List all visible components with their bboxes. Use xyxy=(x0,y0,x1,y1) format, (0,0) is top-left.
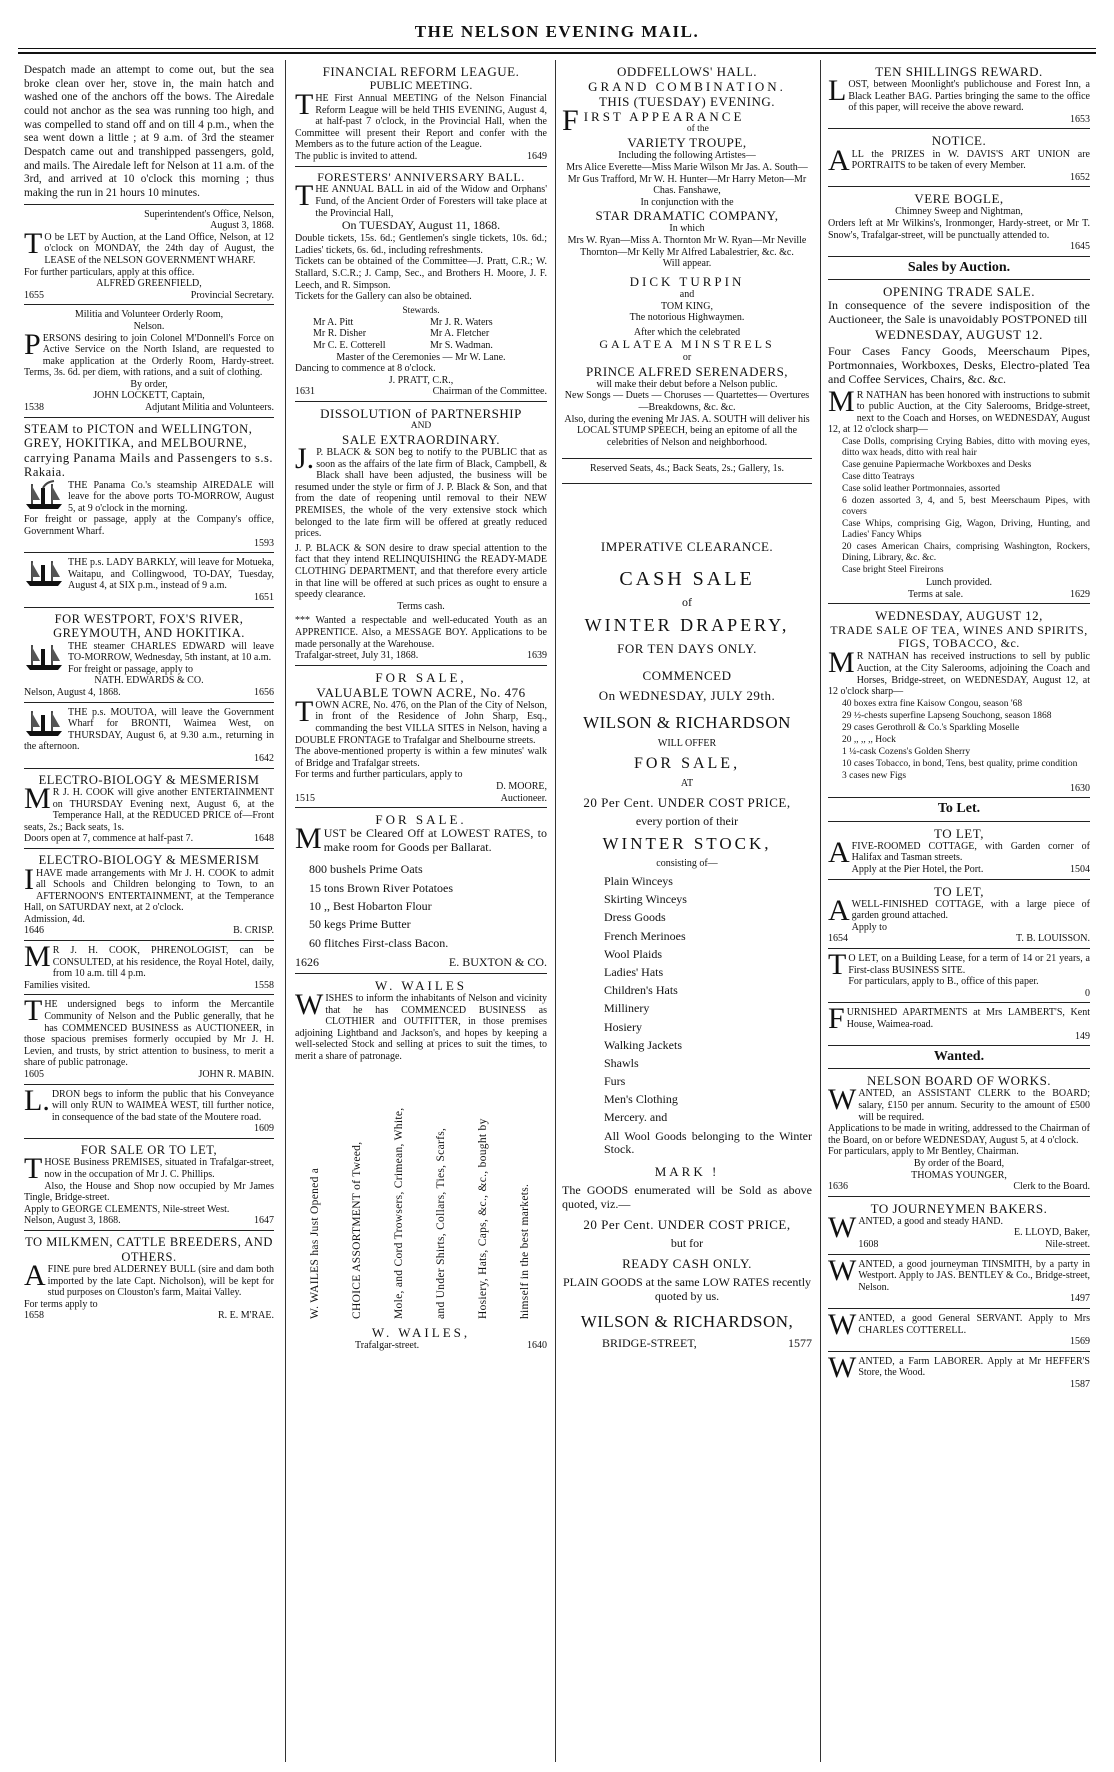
column-4 xyxy=(828,60,1090,1762)
ad-westport: FOR WESTPORT, FOX'S RIVER, GREYMOUTH, AND HOKITIKA. THE steamer CHARLES EDWARD will leave TO-MORROW, Wednesday, 5th instant, at 10 a.m. For freight or passage, apply to NATH. EDWARDS & CO. Nelson, August 4, 1868. 1656 xyxy=(24,608,274,703)
ad-opening-trade-sale: OPENING TRADE SALE. In consequence of the severe indisposition of the Auctioneer, the Sale is unavoidably POSTPONED till WEDNESDAY, AUGUST 12. Four Cases Fancy Goods, Meerschaum Pipes, Portmonnaies, Workboxes, Desks, Electro-plated Tea and Coffee Services, Chairs, &c. &c. MR NATHAN has been honored with instructions to submit to public Auction, at the City Salerooms, Bridge-street, next to the Coach and Horses, on WEDNESDAY, August 12, at 12 o'clock sharp— Case Dolls, comprising Crying Babies, ditto with moving eyes, ditto wax heads, ditto with real hair Case genuine Papiermache Workboxes and Desks Case ditto Teatrays Case solid leather Portmonnaies, assorted 6 dozen assorted 3, 4, and 5, best Meerschaum Pipes, with covers Case Whips, comprising Gig, Wagon, Driving, Hunting, and Ladies' Fancy Whips 20 cases American Chairs, comprising Washington, Rockers, Dining, Library, &c. &c. Case bright Steel Fireirons Lunch provided. Terms at sale. 1629 xyxy=(828,280,1090,604)
ad-electro-biology-2: ELECTRO-BIOLOGY & MESMERISM IHAVE made arrangements with Mr J. H. COOK to admit all Schools and Children belonging to Town, to an AFTERNOON'S ENTERTAINMENT, at the Temperance Hall, on SATURDAY next, at 2 o'clock. Admission, 4d. 1646 B. CRISP. xyxy=(24,849,274,941)
ad-foresters-ball: FORESTERS' ANNIVERSARY BALL. THE ANNUAL BALL in aid of the Widow and Orphans' Fund, of the Ancient Order of Foresters will take place at the Provincial Hall, On TUESDAY, August 11, 1868. Double tickets, 15s. 6d.; Gentlemen's single tickets, 10s. 6d.; Ladies' tickets, 6s. 6d., including refreshments. Tickets can be obtained of the Committee—J. Pratt, C.R.; W. Stallard, S.C.R.; J. Camp, Sec., and Brothers H. Moore, J. F. Leech, and R. Simpson. Tickets for the Gallery can also be obtained. Stewards. Mr A. Pitt Mr J. R. Waters Mr R. Disher Mr A. Fletcher Mr C. E. Cotterell Mr S. Wadman. Master of the Ceremonies — Mr W. Lane. Dancing to commence at 8 o'clock. J. PRATT, C.R., 1631 Chairman of the Committee. xyxy=(295,167,547,402)
ad-lady-barkly: THE p.s. LADY BARKLY, will leave for Motueka, Waitapu, and Collingwood, TO-DAY, Tuesday, August 4, at SIX p.m., instead of 9 a.m. 1651 xyxy=(24,553,274,607)
ad-trade-sale-tea: WEDNESDAY, AUGUST 12, TRADE SALE OF TEA, WINES AND SPIRITS, FIGS, TOBACCO, &c. MR NATHAN has received instructions to sell by public Auction, at the City Salerooms, adjoining the Coach and Horses, Bridge-street, on WEDNESDAY, August 12, at 12 o'clock sharp— 40 boxes extra fine Kaisow Congou, season '68 29 ½-chests superfine Lapseng Souchong, season 1868 29 cases Gerothroll & Co.'s Sparkling Moselle 20 ,, ,, ,, Hock 1 ¼-cask Cozens's Golden Sherry 10 cases Tobacco, in bond, Tens, best quality, prime condition 3 cases new Figs 1630 xyxy=(828,604,1090,798)
auction-items-list: Case Dolls, comprising Crying Babies, ditto with moving eyes, ditto wax heads, ditto with real hair Case genuine Papiermache Workboxes and Desks Case ditto Teatrays Case solid leather Portmonnaies, assorted 6 dozen assorted 3, 4, and 5, best Meerschaum Pipes, with covers Case Whips, comprising Gig, Wagon, Driving, Hunting, and Ladies' Fancy Whips 20 cases American Chairs, comprising Washington, Rockers, Dining, Library, &c. &c. Case bright Steel Fireirons xyxy=(842,437,1090,576)
ad-alderney-bull: TO MILKMEN, CATTLE BREEDERS, AND OTHERS. AFINE pure bred ALDERNEY BULL (sire and dam both imported by the late Capt. Nicholson), will be kept for stud purposes on Clouston's farm, Maitai Valley. For terms apply to 1658 R. E. M'RAE. xyxy=(24,1235,274,1322)
steamship-icon xyxy=(24,707,64,739)
news-paragraph: Despatch made an attempt to come out, but the sea broke clean over her, stove in, the main hatch and washed one of the anchors off the bows. The Airedale could not anchor as the sea was running too high, and was compelled to stand off and on till 4 p.m., when the sea went down a little ; at 9 a.m. of 3rd the steamer Despatch came out and transhipped passengers, gold, and mails. The Airedale left for Nelson at 11 a.m. of the 3rd, and arrived at 10 o'clock this morning ; thus making the run in 21 hours 10 minutes. xyxy=(24,60,274,205)
masthead: THE NELSON EVENING MAIL. xyxy=(414,22,700,41)
ad-to-let-business-site: TO LET, on a Building Lease, for a term of 14 or 21 years, a First-class BUSINESS SITE. For particulars, apply to B., office of this paper. 0 xyxy=(828,949,1090,1003)
ad-financial-reform: FINANCIAL REFORM LEAGUE. PUBLIC MEETING. THE First Annual MEETING of the Nelson Financial Reform League will be held THIS EVENING, August 4, at half-past 7 o'clock, in the Provincial Hall, when the Committee will present their Report and confer with the Members as to the future action of the League. The public is invited to attend. 1649 xyxy=(295,60,547,167)
masthead-rule-bottom xyxy=(18,52,1096,54)
ad-oddfellows-hall: ODDFELLOWS' HALL. GRAND COMBINATION. THIS (TUESDAY) EVENING. FIRST APPEARANCE of the VARIETY TROUPE, Including the following Artistes— Mrs Alice Everette—Miss Marie Wilson Mr Jas. A. South—Mr Gus Trafford, Mr W. H. Hunter—Mr Harry Meton—Mr Chas. Fanshawe, In conjunction with the STAR DRAMATIC COMPANY, In which Mrs W. Ryan—Miss A. Thornton Mr W. Ryan—Mr Neville Thornton—Mr Kelly Mr Alfred Labalestrier, &c. &c. Will appear. DICK TURPIN and TOM KING, The notorious Highwaymen. After which the celebrated GALATEA MINSTRELS or PRINCE ALFRED SERENADERS, will make their debut before a Nelson public. New Songs — Duets — Choruses — Quartettes— Overtures—Breakdowns, &c. &c. Also, during the evening Mr JAS. A. SOUTH will deliver his LOCAL STUMP SPEECH, being an epitome of all the celebrities of Nelson and neighborhood. Reserved Seats, 4s.; Back Seats, 2s.; Gallery, 1s. xyxy=(562,60,812,484)
ad-mabin-auctioneer: THE undersigned begs to inform the Mercantile Community of Nelson and the Public generally, that he has COMMENCED BUSINESS as AUCTIONEER, in those spacious premises formerly occupied by Mr J. H. Levien, and trusts, by strict attention to business, to merit a share of public patronage. 1605 JOHN R. MABIN. xyxy=(24,995,274,1084)
steamship-icon xyxy=(24,480,64,512)
column-3 xyxy=(562,60,812,1762)
ad-dissolution: DISSOLUTION of PARTNERSHIP AND SALE EXTRAORDINARY. J.P. BLACK & SON beg to notify to the PUBLIC that as soon as the affairs of the late firm of Black, Campbell, & Black shall have been adjusted, the business will be resumed under the style or firm of J. P. Black & Son, and that from the date of reopening until removal to their NEW PREMISES, the whole of the very extensive stock which belonged to the late firm will be offered at greatly reduced prices. J. P. BLACK & SON desire to draw special attention to the fact that they intend RELINQUISHING the READY-MADE CLOTHING DEPARTMENT, and that therefore every article in that line will be offered at such prices as ought to ensure a speedy clearance. Terms cash. *** Wanted a respectable and well-educated Youth as an APPRENTICE. Also, a MESSAGE BOY. Applications to be made personally at the Warehouse. Trafalgar-street, July 31, 1868. 1639 xyxy=(295,402,547,666)
column-2 xyxy=(295,60,547,1762)
ad-board-of-works: NELSON BOARD OF WORKS. WANTED, an ASSISTANT CLERK to the BOARD; salary, £150 per annum. Security to the amount of £500 will be required. Applications to be made in writing, addressed to the Chairman of the Board, on or before WEDNESDAY, August 5, at 4 o'clock. For particulars, apply to Mr Bentley, Chairman. By order of the Board, THOMAS YOUNGER, 1636 Clerk to the Board. xyxy=(828,1069,1090,1196)
ad-moutoa: THE p.s. MOUTOA, will leave the Government Wharf for BRONTI, Waimea West, on THURSDAY, August 6, at 9.30 a.m., returning in the afternoon. 1642 xyxy=(24,703,274,769)
ad-dron-conveyance: L.DRON begs to inform the public that his Conveyance will only RUN to WAIMEA WEST, till further notice, in consequence of the bad state of the Moutere road. 1609 xyxy=(24,1085,274,1139)
ad-journeymen-bakers: TO JOURNEYMEN BAKERS. WANTED, a good and steady HAND. E. LLOYD, Baker, 1608 Nile-street. xyxy=(828,1197,1090,1255)
column-divider xyxy=(285,60,286,1762)
masthead-rule-top xyxy=(18,48,1096,49)
wailes-vertical-text: W. WAILES has Just Opened a CHOICE ASSORTMENT of Tweed, Mole, and Cord Trowsers, Crimean, White, and Under Shirts, Collars, Ties, Scarfs, Hosiery, Hats, Caps, &c., &c., bought by himself in the best markets. xyxy=(309,1107,532,1319)
steamship-icon xyxy=(24,557,64,589)
ad-electro-biology-1: ELECTRO-BIOLOGY & MESMERISM MR J. H. COOK will give another ENTERTAINMENT on THURSDAY Evening next, August 6, at the Temperance Hall, at the REDUCED PRICE of—Front seats, 2s.; Back seats, 1s. Doors open at 7, commence at half-past 7. 1648 xyxy=(24,769,274,849)
ad-phrenologist: MR J. H. COOK, PHRENOLOGIST, can be CONSULTED, at his residence, the Royal Hotel, daily, from 10 a.m. till 4 p.m. Families visited. 1558 xyxy=(24,941,274,995)
ad-furnished-apartments: FURNISHED APARTMENTS at Mrs LAMBERT'S, Kent House, Waimea-road. 149 xyxy=(828,1003,1090,1046)
drapery-items-list: Plain Winceys Skirting Winceys Dress Goods French Merinoes Wool Plaids Ladies' Hats Children's Hats Millinery Hosiery Walking Jackets Shawls Furs Men's Clothing Mercery. and All Wool Goods belonging to the Winter Stock. xyxy=(604,874,812,1156)
stewards-list: Mr A. Pitt Mr J. R. Waters Mr R. Disher Mr A. Fletcher Mr C. E. Cotterell Mr S. Wadman. xyxy=(313,316,493,351)
section-heading-sales-by-auction: Sales by Auction. xyxy=(828,257,1090,280)
produce-list: 800 bushels Prime Oats 15 tons Brown River Potatoes 10 ,, Best Hobarton Flour 50 kegs Prime Butter 60 flitches First-class Bacon. xyxy=(309,862,453,950)
ad-for-sale-or-let: FOR SALE OR TO LET, THOSE Business PREMISES, situated in Trafalgar-street, now in the occupation of Mr J. C. Phillips. Also, the House and Shop now occupied by Mr James Tingle, Bridge-street. Apply to GEORGE CLEMENTS, Nile-street West. Nelson, August 3, 1868. 1647 xyxy=(24,1139,274,1231)
ad-wailes: W. WAILES WISHES to inform the inhabitants of Nelson and vicinity that he has COMMENCED BUSINESS as CLOTHIER and OUTFITTER, in those premises adjoining Lightband and Jackson's, and hopes by keeping a well-selected Stock and selling at prices to suit the times, to merit a share of patronage. W. WAILES has Just Opened a CHOICE ASSORTMENT of Tweed, Mole, and Cord Trowsers, Crimean, White, and Under Shirts, Collars, Ties, Scarfs, Hosiery, Hats, Caps, &c., &c., bought by himself in the best markets. W. WAILES, Trafalgar-street. 1640 xyxy=(295,977,547,1351)
ad-militia: Militia and Volunteer Orderly Room, Nelson. PERSONS desiring to join Colonel M'Donnell's Force on Active Service on the North Island, are requested to make application at the Orderly Room, Hardy-street. Terms, 3s. 6d. per diem, with rations, and a suit of clothing. By order, JOHN LOCKETT, Captain, 1538 Adjutant Militia and Volunteers. xyxy=(24,305,274,417)
section-heading-wanted: Wanted. xyxy=(828,1046,1090,1069)
ad-to-let-cottage: TO LET, AFIVE-ROOMED COTTAGE, with Garden corner of Halifax and Tasman streets. Apply at the Pier Hotel, the Port. 1504 xyxy=(828,822,1090,880)
ad-to-let-finished-cottage: TO LET, AWELL-FINISHED COTTAGE, with a large piece of garden ground attached. Apply to 1654 T. B. LOUISSON. xyxy=(828,880,1090,949)
ad-steam-airedale: STEAM to PICTON and WELLINGTON, GREY, HOKITIKA, and MELBOURNE, carrying Panama Mails and Passengers to s.s. Rakaia. THE Panama Co.'s steamship AIREDALE will leave for the above ports TO-MORROW, August 5, at 9 o'clock in the morning. For freight or passage, apply at the Company's office, Government Wharf. 1593 xyxy=(24,418,274,554)
ad-wharf-lease: Superintendent's Office, Nelson, August 3, 1868. TO be LET by Auction, at the Land Office, Nelson, at 12 o'clock on MONDAY, the 24th day of August, the LEASE of the NELSON GOVERNMENT WHARF. For further particulars, apply at this office. ALFRED GREENFIELD, 1655 Provincial Secretary. xyxy=(24,205,274,306)
steamship-icon xyxy=(24,641,64,673)
ad-for-sale-buxton: FOR SALE. MUST be Cleared Off at LOWEST RATES, to make room for Goods per Ballarat. 800 bushels Prime Oats 15 tons Brown River Potatoes 10 ,, Best Hobarton Flour 50 kegs Prime Butter 60 flitches First-class Bacon. 1626 E. BUXTON & CO. xyxy=(295,808,547,974)
ad-vere-bogle: VERE BOGLE, Chimney Sweep and Nightman, Orders left at Mr Wilkins's, Ironmonger, Hardy-street, or Mr T. Snow's, Trafalgar-street, will be punctually attended to. 1645 xyxy=(828,187,1090,256)
section-heading-to-let: To Let. xyxy=(828,798,1090,821)
ad-general-servant: WANTED, a good General SERVANT. Apply to Mrs CHARLES COTTERELL. 1569 xyxy=(828,1309,1090,1352)
ad-notice-art-union: NOTICE. ALL the PRIZES in W. DAVIS'S ART UNION are PORTRAITS to be taken of every Member. 1652 xyxy=(828,129,1090,187)
ad-ten-shillings-reward: TEN SHILLINGS REWARD. LOST, between Moonlight's publichouse and Forest Inn, a Black Leather BAG. Parties bringing the same to the office of this paper, will receive the above reward. 1653 xyxy=(828,60,1090,129)
ad-winter-drapery: IMPERATIVE CLEARANCE. CASH SALE of WINTER DRAPERY, FOR TEN DAYS ONLY. COMMENCED On WEDNESDAY, JULY 29th. WILSON & RICHARDSON WILL OFFER FOR SALE, AT 20 Per Cent. UNDER COST PRICE, every portion of their WINTER STOCK, consisting of— Plain Winceys Skirting Winceys Dress Goods French Merinoes Wool Plaids Ladies' Hats Children's Hats Millinery Hosiery Walking Jackets Shawls Furs Men's Clothing Mercery. and All Wool Goods belonging to the Winter Stock. MARK ! The GOODS enumerated will be Sold as above quoted, viz.— 20 Per Cent. UNDER COST PRICE, but for READY CASH ONLY. PLAIN GOODS at the same LOW RATES recently quoted by us. WILSON & RICHARDSON, BRIDGE-STREET, 1577 xyxy=(562,539,812,1350)
ad-tinsmith: WANTED, a good journeyman TINSMITH, by a party in Westport. Apply to JAS. BENTLEY & Co., Bridge-street, Nelson. 1497 xyxy=(828,1255,1090,1309)
column-divider xyxy=(820,60,821,1762)
ad-town-acre: FOR SALE, VALUABLE TOWN ACRE, No. 476 TOWN ACRE, No. 476, on the Plan of the City of Nelson, in front of the Residence of John Sharp, Esq., commanding the best VILLA SITES in Nelson, having a DOUBLE FRONTAGE to Trafalgar and Shelbourne streets. The above-mentioned property is within a few minutes' walk of Bridge and Trafalgar streets. For terms and further particulars, apply to D. MOORE, 1515 Auctioneer. xyxy=(295,666,547,809)
trade-items-list: 40 boxes extra fine Kaisow Congou, season '68 29 ½-chests superfine Lapseng Souchong, season 1868 29 cases Gerothroll & Co.'s Sparkling Moselle 20 ,, ,, ,, Hock 1 ¼-cask Cozens's Golden Sherry 10 cases Tobacco, in bond, Tens, best quality, prime condition 3 cases new Figs xyxy=(842,698,1078,781)
column-divider xyxy=(555,60,556,1762)
column-1 xyxy=(24,60,274,1762)
ad-farm-laborer: WANTED, a Farm LABORER. Apply at Mr HEFFER'S Store, the Wood. 1587 xyxy=(828,1350,1090,1390)
